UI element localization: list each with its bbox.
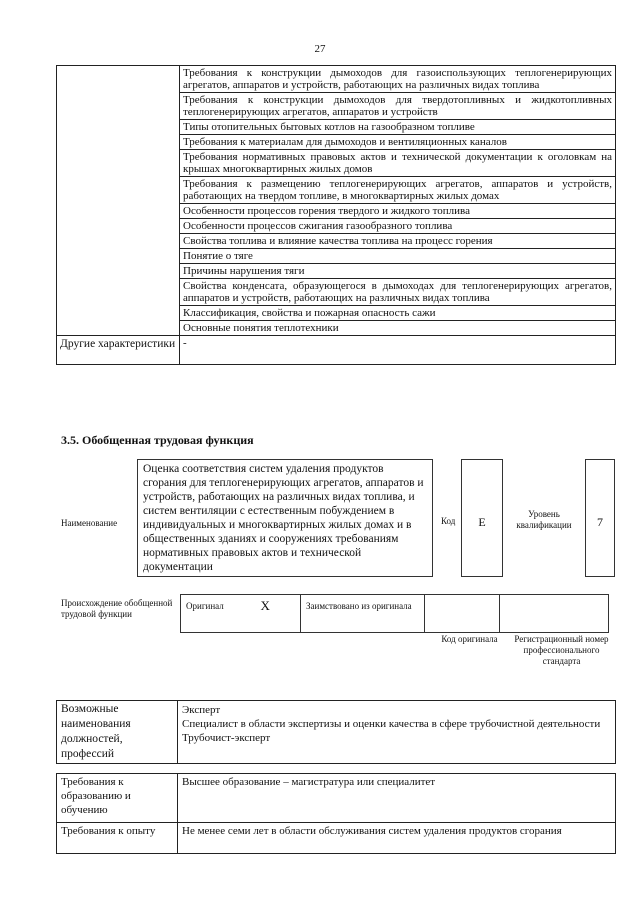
education-value: Высшее образование – магистратура или специалитет (178, 774, 616, 823)
table-row: Типы отопительных бытовых котлов на газообразном топливе (180, 120, 616, 135)
level-label: Уровень квалификации (516, 509, 572, 530)
code-label: Код (441, 516, 456, 526)
table-row: Основные понятия теплотехники (180, 321, 616, 336)
table-row: Свойства топлива и влияние качества топлива на процесс горения (180, 234, 616, 249)
table-left-empty-cell (57, 66, 180, 336)
table-row: Особенности процессов горения твердого и жидкого топлива (180, 204, 616, 219)
positions-label: Возможные наименования должностей, профессий (57, 701, 178, 764)
table-row: Требования к материалам для дымоходов и вентиляционных каналов (180, 135, 616, 150)
table-row: Причины нарушения тяги (180, 264, 616, 279)
registration-number-cell (500, 595, 609, 633)
level-value-box: 7 (585, 459, 615, 577)
table-row: Требования к размещению теплогенерирующих агрегатов, аппаратов и устройств, работающих на твердом топливе, в многоквартирных жилых домах (180, 177, 616, 204)
borrowed-label: Заимствовано из оригинала (301, 595, 425, 633)
requirements-table (56, 773, 616, 854)
page-number: 27 (314, 43, 326, 55)
list-item: Эксперт (182, 704, 221, 716)
table-row: Требования к конструкции дымоходов для газоиспользующих теплогенерирующих агрегатов, аппаратов и устройств, работающих на различных видах топлива (180, 66, 616, 93)
section-title: 3.5. Обобщенная трудовая функция (61, 433, 254, 447)
list-item: Трубочист-эксперт (182, 732, 271, 744)
function-name-box: Оценка соответствия систем удаления продуктов сгорания для теплогенерирующих агрегатов, аппаратов и устройств, работающих на различных видах топлива, и систем вентиляции с естественным побуждением в индивидуальных и многоквартирных жилых домах и в общественных зданиях и сооружениях требованиям нормативных правовых актов и технической документации (137, 459, 433, 577)
table-row: Особенности процессов сжигания газообразного топлива (180, 219, 616, 234)
positions-table (56, 700, 616, 764)
knowledge-table (56, 65, 616, 365)
education-label: Требования к образованию и обучению (57, 774, 178, 823)
original-code-caption: Код оригинала (441, 634, 498, 644)
origin-label: Происхождение обобщенной трудовой функции (61, 598, 173, 619)
code-value-box: Е (461, 459, 503, 577)
registration-number-caption: Регистрационный номер профессионального стандарта (514, 634, 609, 666)
original-label: Оригинал (181, 595, 256, 633)
other-characteristics-value: - (180, 336, 616, 365)
name-label: Наименование (61, 518, 118, 528)
table-row: Требования нормативных правовых актов и технической документации к оголовкам на крышах многоквартирных жилых домов (180, 150, 616, 177)
experience-label: Требования к опыту (57, 823, 178, 854)
positions-values (178, 701, 616, 764)
original-code-cell (425, 595, 500, 633)
table-row: Классификация, свойства и пожарная опасность сажи (180, 306, 616, 321)
original-mark: X (256, 595, 301, 633)
table-row: Свойства конденсата, образующегося в дымоходах для теплогенерирующих агрегатов, аппаратов и устройств, работающих на различных видах топлива (180, 279, 616, 306)
table-row: Понятие о тяге (180, 249, 616, 264)
list-item: Специалист в области экспертизы и оценки качества в сфере трубочистной деятельности (182, 718, 601, 730)
experience-value: Не менее семи лет в области обслуживания систем удаления продуктов сгорания (178, 823, 616, 854)
origin-table (180, 594, 609, 633)
other-characteristics-label: Другие характеристики (57, 336, 180, 365)
table-row: Требования к конструкции дымоходов для твердотопливных и жидкотопливных теплогенерирующих агрегатов, аппаратов и устройств (180, 93, 616, 120)
